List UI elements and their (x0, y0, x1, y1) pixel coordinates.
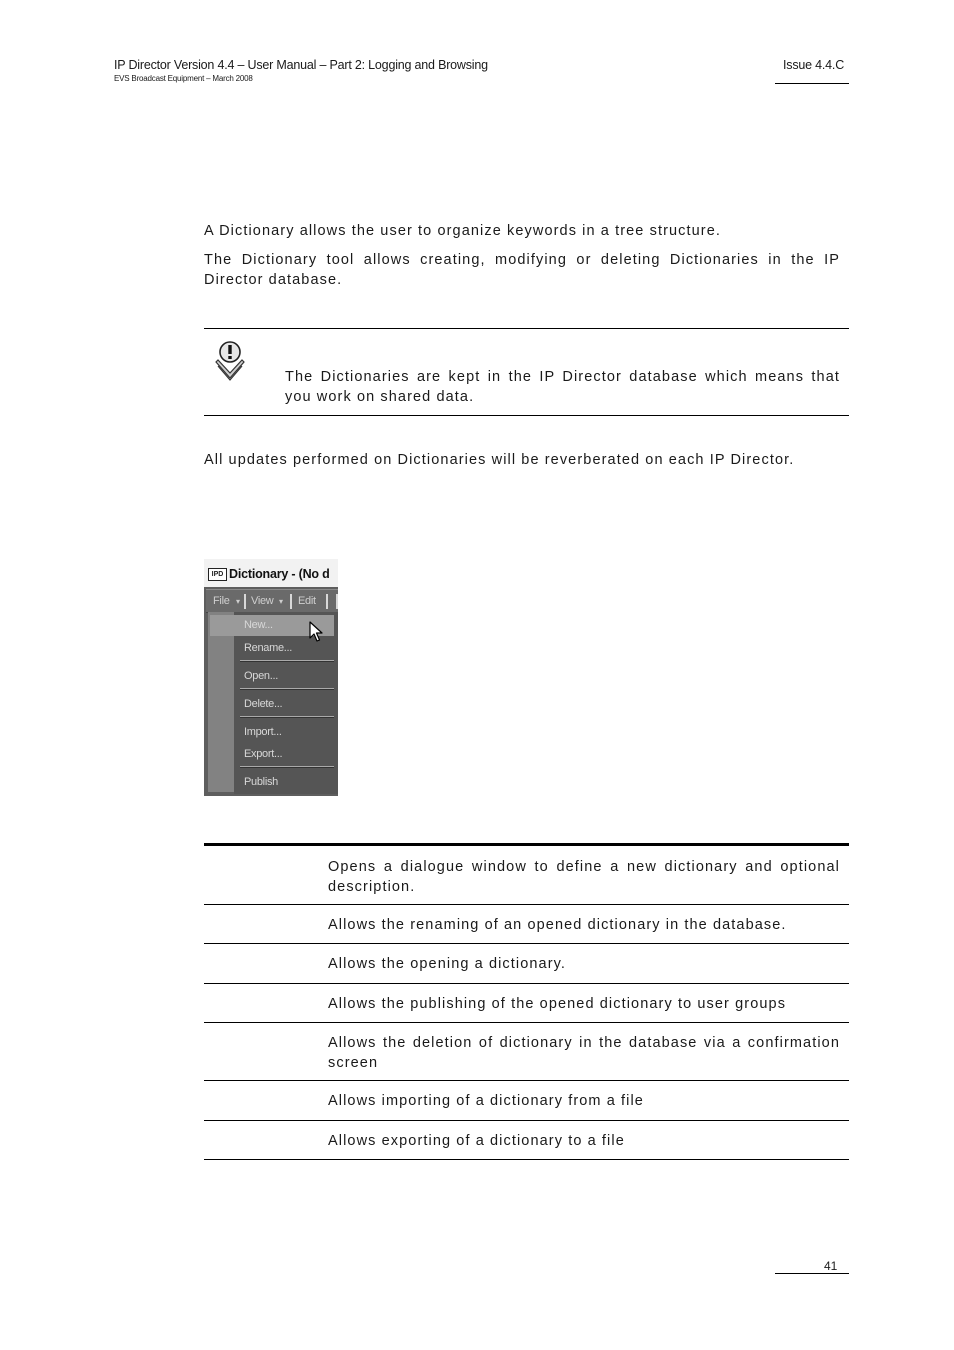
note-text: The Dictionaries are kept in the IP Director database which means that you work on shared data. (285, 369, 840, 405)
menubar-separator (244, 594, 246, 609)
menu-separator (240, 660, 334, 662)
menubar-separator (336, 594, 338, 609)
table-row (204, 846, 849, 905)
intro-paragraph-2: The Dictionary tool allows creating, modifying or deleting Dictionaries in the IP Director database. (204, 252, 840, 288)
menu-icon-strip (208, 612, 235, 792)
table-cell-description: Allows the opening a dictionary. (328, 956, 567, 972)
table-cell-description: Allows importing of a dictionary from a file (328, 1093, 644, 1109)
menu-file[interactable]: File (213, 595, 230, 607)
table-row (204, 944, 849, 984)
menu-view[interactable]: View (251, 595, 274, 607)
page-number: 41 (824, 1259, 838, 1273)
header-subtitle: EVS Broadcast Equipment – March 2008 (114, 74, 253, 83)
after-note-paragraph: All updates performed on Dictionaries will be reverberated on each IP Director. (204, 452, 795, 468)
menubar (206, 589, 338, 613)
table-cell-description: Allows the renaming of an opened dictionary in the database. (328, 917, 787, 933)
menubar-separator (326, 594, 328, 609)
note-bottom-rule (204, 415, 849, 416)
menu-item-open[interactable]: Open... (244, 670, 278, 682)
header-rule (775, 83, 849, 84)
menu-item-new[interactable]: New... (244, 619, 273, 631)
table-row (204, 1081, 849, 1121)
header-issue: Issue 4.4.C (783, 58, 845, 72)
table-row (204, 905, 849, 944)
table-cell-description: Opens a dialogue window to define a new dictionary and optional description. (328, 859, 840, 895)
table-cell-description: Allows the publishing of the opened dictionary to user groups (328, 996, 787, 1012)
table-row (204, 1023, 849, 1081)
window-title: Dictionary - (No d (229, 567, 330, 581)
menu-item-publish[interactable]: Publish (244, 776, 278, 788)
chevron-down-icon: ▾ (279, 597, 283, 606)
menu-item-import[interactable]: Import... (244, 726, 282, 738)
menu-edit[interactable]: Edit (298, 595, 316, 607)
intro-paragraph-1: A Dictionary allows the user to organize keywords in a tree structure. (204, 223, 722, 239)
note-top-rule (204, 328, 849, 329)
dictionary-window-screenshot (204, 559, 338, 796)
table-cell-description: Allows the deletion of dictionary in the database via a confirmation screen (328, 1035, 840, 1071)
menu-separator (240, 716, 334, 718)
table-cell-description: Allows exporting of a dictionary to a file (328, 1133, 625, 1149)
table-row (204, 984, 849, 1023)
commands-table (204, 843, 849, 1160)
header-title: IP Director Version 4.4 – User Manual – Part 2: Logging and Browsing (114, 58, 488, 72)
footer-rule (775, 1273, 849, 1274)
ipd-logo-icon: IPD (208, 568, 227, 581)
menu-item-delete[interactable]: Delete... (244, 698, 283, 710)
menu-item-rename[interactable]: Rename... (244, 642, 293, 654)
chevron-down-icon: ▾ (236, 597, 240, 606)
mouse-cursor-icon (309, 621, 323, 643)
menu-separator (240, 766, 334, 768)
note-exclamation-icon (212, 340, 248, 382)
menu-separator (240, 688, 334, 690)
table-row (204, 1121, 849, 1160)
menu-item-export[interactable]: Export... (244, 748, 283, 760)
window-titlebar (204, 559, 338, 587)
menubar-separator (290, 594, 292, 609)
